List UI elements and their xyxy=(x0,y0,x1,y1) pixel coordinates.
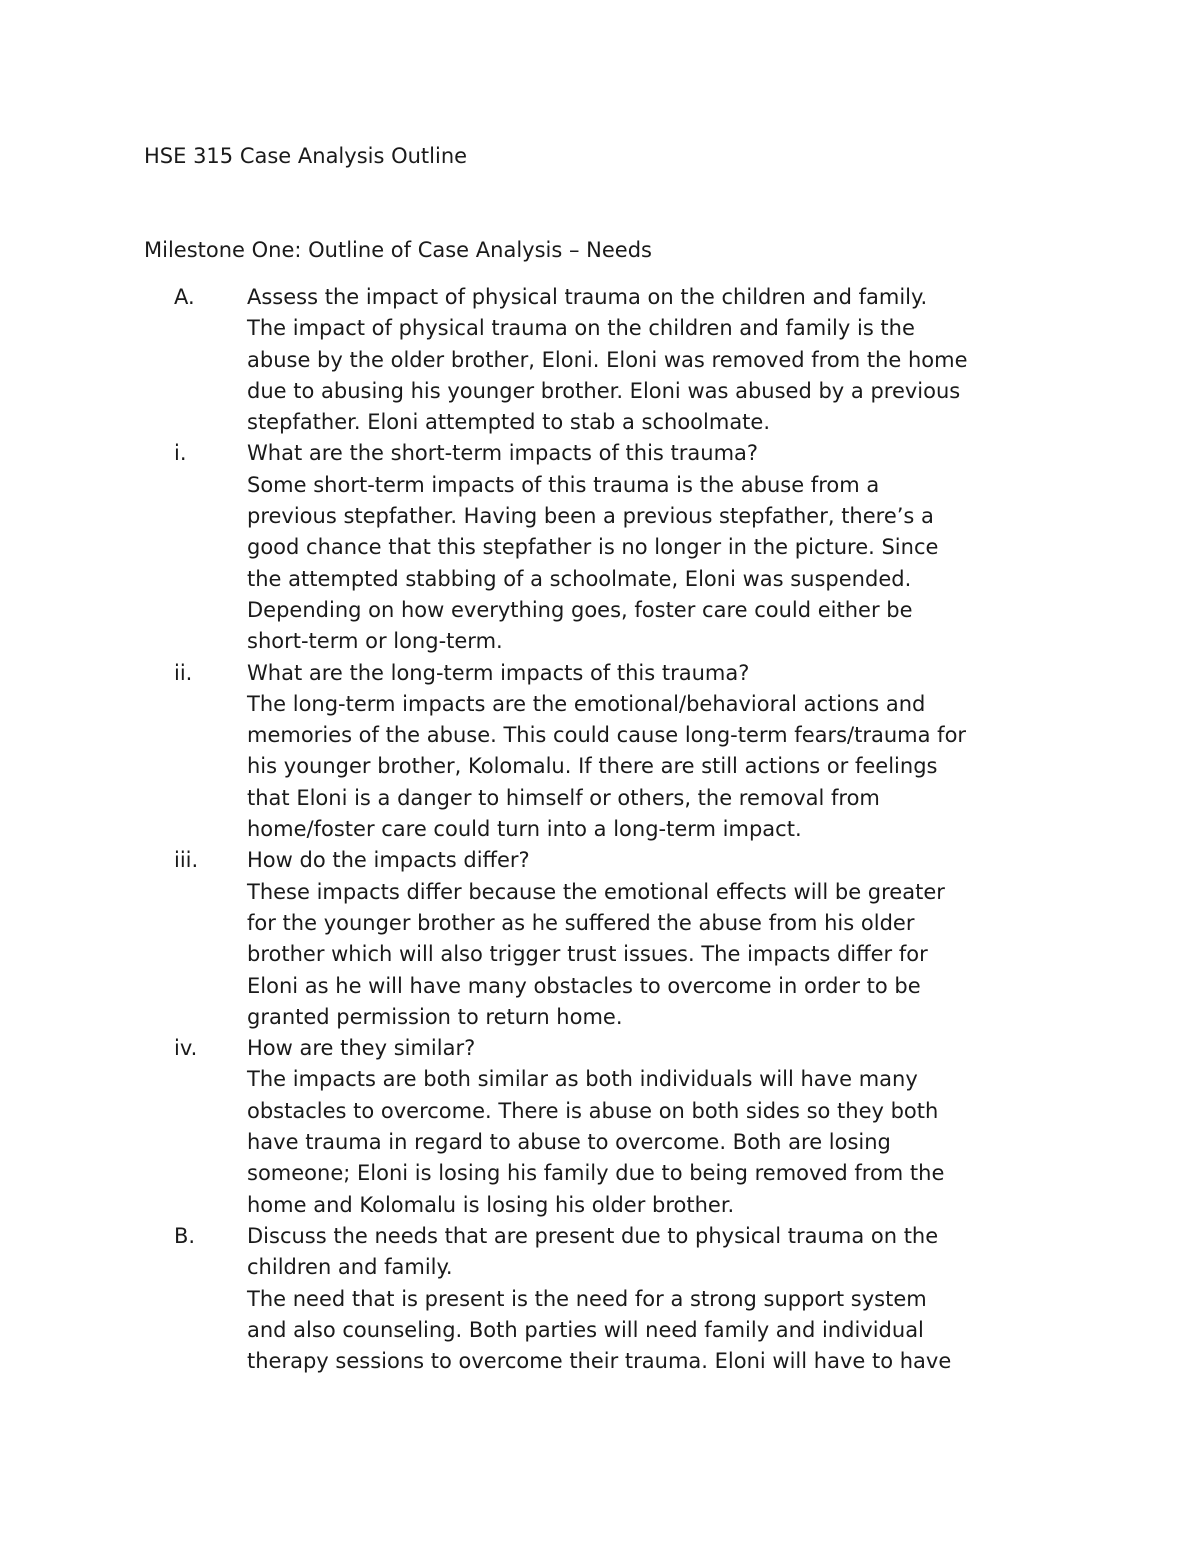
outline-item-text xyxy=(247,438,1067,657)
text-line: good chance that this stepfather is no longer in the picture. Since xyxy=(247,535,939,560)
outline-item-text xyxy=(247,1033,1067,1221)
text-line: abuse by the older brother, Eloni. Eloni was removed from the home xyxy=(247,347,968,372)
outline-marker: ii. xyxy=(174,660,193,685)
outline-item-text xyxy=(247,1221,1067,1377)
text-line: obstacles to overcome. There is abuse on both sides so they both xyxy=(247,1098,939,1123)
outline-item-ii xyxy=(0,658,1200,846)
outline-item-i xyxy=(0,438,1200,657)
text-line: brother which will also trigger trust issues. The impacts differ for xyxy=(247,942,928,967)
text-line: The long-term impacts are the emotional/behavioral actions and xyxy=(247,691,926,716)
text-line: and also counseling. Both parties will need family and individual xyxy=(247,1317,924,1342)
text-line: home and Kolomalu is losing his older brother. xyxy=(247,1192,735,1217)
text-line: stepfather. Eloni attempted to stab a schoolmate. xyxy=(247,410,771,435)
outline-marker: iii. xyxy=(174,848,199,873)
text-line: short-term or long-term. xyxy=(247,629,503,654)
text-line: for the younger brother as he suffered the abuse from his older xyxy=(247,910,915,935)
text-line: the attempted stabbing of a schoolmate, Eloni was suspended. xyxy=(247,566,912,591)
text-line: What are the short-term impacts of this trauma? xyxy=(247,441,759,466)
outline-item-b xyxy=(0,1221,1200,1377)
text-line: someone; Eloni is losing his family due to being removed from the xyxy=(247,1161,945,1186)
outline-marker: iv. xyxy=(174,1036,198,1061)
text-line: The impact of physical trauma on the children and family is the xyxy=(247,316,915,341)
text-line: home/foster care could turn into a long-term impact. xyxy=(247,817,802,842)
outline-marker: B. xyxy=(174,1223,196,1248)
text-line: memories of the abuse. This could cause long-term fears/trauma for xyxy=(247,723,967,748)
outline-item-iii xyxy=(0,845,1200,1033)
outline-item-text xyxy=(247,845,1067,1033)
text-line: What are the long-term impacts of this trauma? xyxy=(247,660,750,685)
text-line: that Eloni is a danger to himself or others, the removal from xyxy=(247,785,880,810)
text-line: have trauma in regard to abuse to overcome. Both are losing xyxy=(247,1130,891,1155)
outline-marker: i. xyxy=(174,441,187,466)
text-line: therapy sessions to overcome their trauma. Eloni will have to have xyxy=(247,1349,952,1374)
text-line: Eloni as he will have many obstacles to overcome in order to be xyxy=(247,973,921,998)
outline-item-text xyxy=(247,282,1067,438)
text-line: granted permission to return home. xyxy=(247,1004,623,1029)
outline-item-text xyxy=(247,658,1067,846)
text-line: Assess the impact of physical trauma on the children and family. xyxy=(247,285,928,309)
text-line: Some short-term impacts of this trauma is the abuse from a xyxy=(247,472,880,497)
text-line: Depending on how everything goes, foster care could either be xyxy=(247,597,913,622)
outline-marker: A. xyxy=(174,285,195,309)
outline-item-iv xyxy=(0,1033,1200,1221)
text-line: The impacts are both similar as both individuals will have many xyxy=(247,1067,918,1092)
section-heading: Milestone One: Outline of Case Analysis – Needs xyxy=(144,238,652,262)
document-title: HSE 315 Case Analysis Outline xyxy=(144,144,468,168)
text-line: These impacts differ because the emotional effects will be greater xyxy=(247,879,945,904)
text-line: previous stepfather. Having been a previous stepfather, there’s a xyxy=(247,504,934,529)
text-line: How are they similar? xyxy=(247,1036,476,1061)
outline-item-a xyxy=(0,282,1200,438)
outline-list xyxy=(0,282,1200,1377)
text-line: his younger brother, Kolomalu. If there are still actions or feelings xyxy=(247,754,938,779)
text-line: children and family. xyxy=(247,1255,453,1280)
text-line: due to abusing his younger brother. Eloni was abused by a previous xyxy=(247,378,961,403)
text-line: The need that is present is the need for a strong support system xyxy=(247,1286,927,1311)
text-line: Discuss the needs that are present due to physical trauma on the xyxy=(247,1223,939,1248)
text-line: How do the impacts differ? xyxy=(247,848,530,873)
